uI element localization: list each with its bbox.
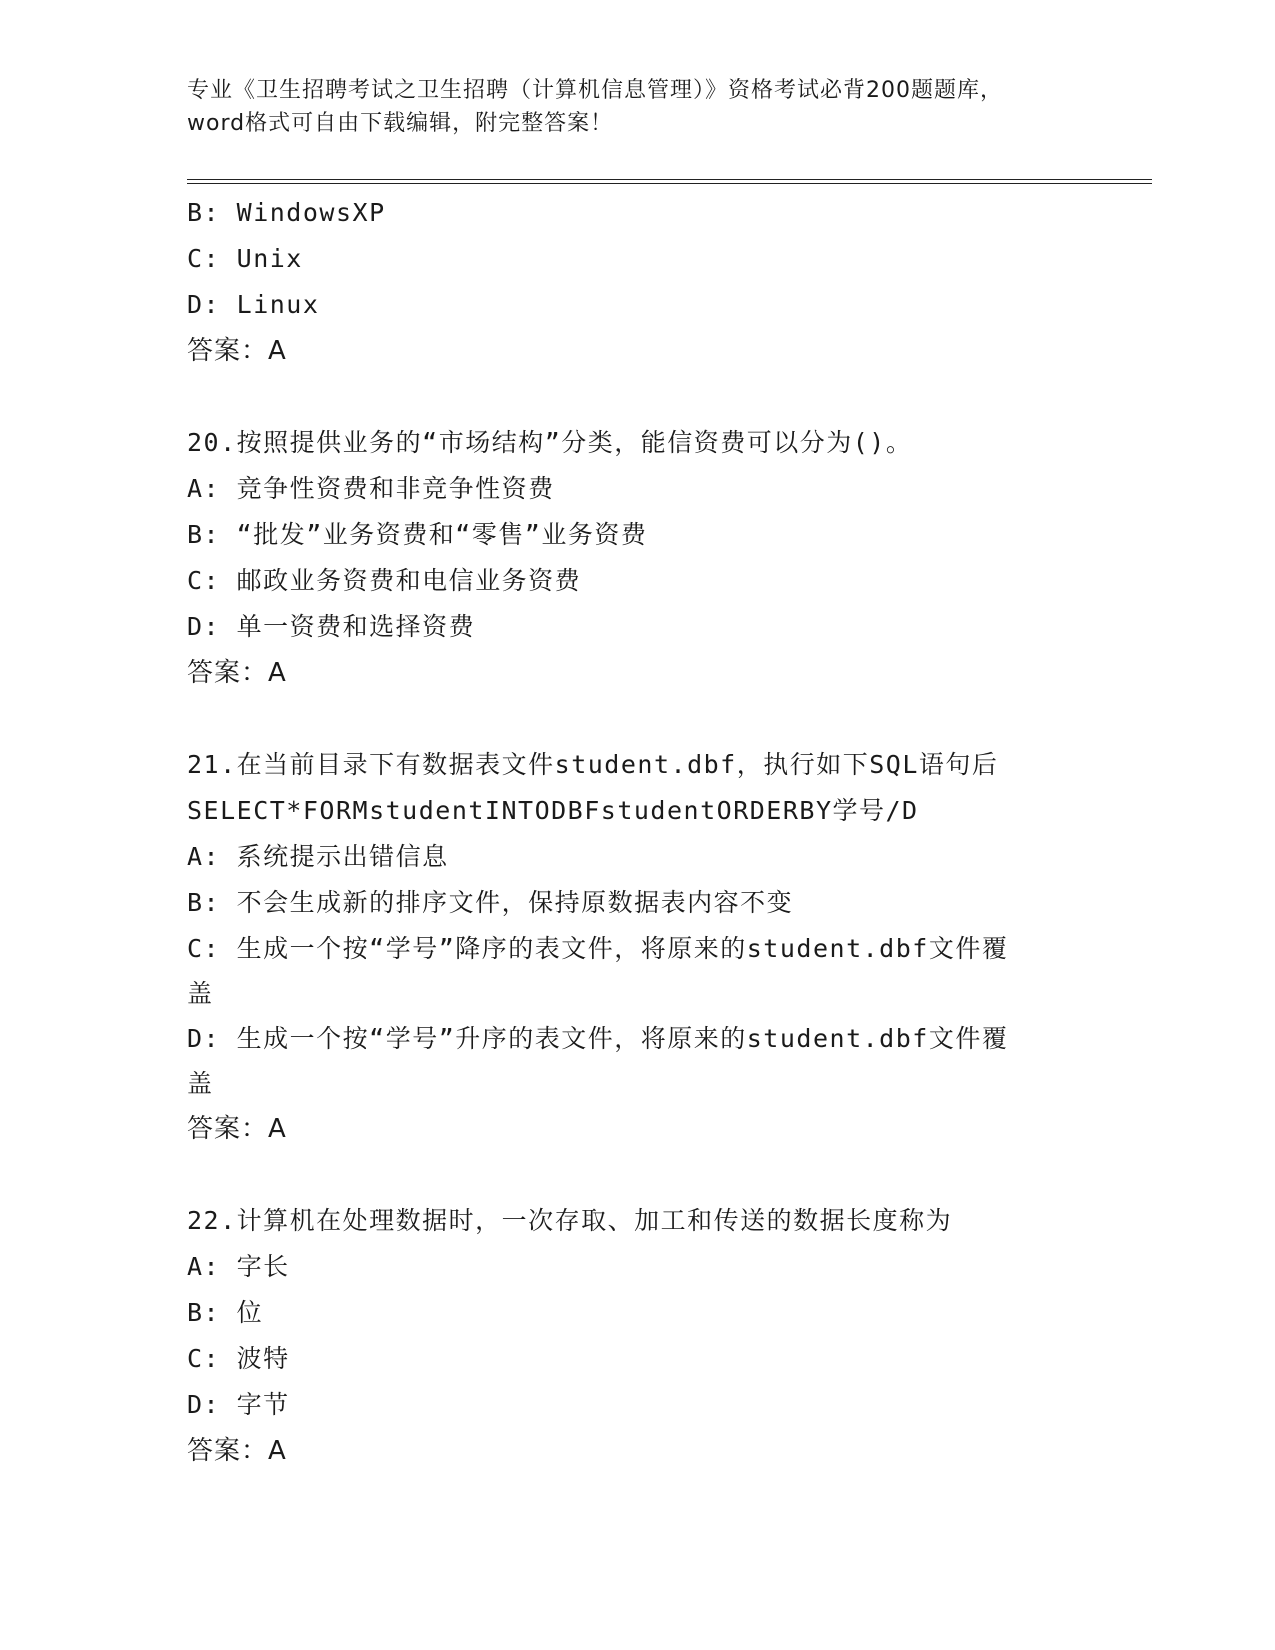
spacer — [187, 696, 1087, 742]
option-c-line-1: C: 生成一个按“学号”降序的表文件，将原来的student.dbf文件覆 — [187, 934, 1009, 963]
option-a: A: 系统提示出错信息 — [187, 842, 449, 871]
option-b: B: WindowsXP — [187, 198, 386, 227]
question-21 — [187, 742, 1087, 1152]
question-text-line-1: 21.在当前目录下有数据表文件student.dbf，执行如下SQL语句后 — [187, 750, 999, 779]
option-d: D: 字节 — [187, 1390, 290, 1419]
option-c: C: 波特 — [187, 1344, 290, 1373]
question-text-line-2: SELECT*FORMstudentINTODBFstudentORDERBY学号/D — [187, 796, 919, 825]
option-c-line-2: 盖 — [187, 979, 214, 1008]
option-b: B: 不会生成新的排序文件，保持原数据表内容不变 — [187, 888, 794, 917]
question-text: 22.计算机在处理数据时，一次存取、加工和传送的数据长度称为 — [187, 1206, 953, 1235]
question-19-continued — [187, 190, 1087, 374]
option-d-line-2: 盖 — [187, 1069, 214, 1098]
question-list — [187, 190, 1087, 1474]
question-20 — [187, 420, 1087, 696]
header-double-rule — [187, 179, 1152, 184]
option-b: B: 位 — [187, 1298, 264, 1327]
option-c: C: 邮政业务资费和电信业务资费 — [187, 566, 582, 595]
option-a: A: 竞争性资费和非竞争性资费 — [187, 474, 555, 503]
answer: 答案：A — [187, 1114, 287, 1144]
option-d: D: Linux — [187, 290, 320, 319]
answer: 答案：A — [187, 1436, 287, 1466]
option-d: D: 单一资费和选择资费 — [187, 612, 476, 641]
header-line-2: word格式可自由下载编辑，附完整答案！ — [187, 111, 614, 136]
option-d-line-1: D: 生成一个按“学号”升序的表文件，将原来的student.dbf文件覆 — [187, 1024, 1009, 1053]
answer: 答案：A — [187, 336, 287, 366]
header-line-1: 专业《卫生招聘考试之卫生招聘（计算机信息管理）》资格考试必背200题题库， — [187, 78, 1003, 103]
option-b: B: “批发”业务资费和“零售”业务资费 — [187, 520, 648, 549]
document-header — [187, 74, 1087, 140]
option-a: A: 字长 — [187, 1252, 290, 1281]
spacer — [187, 374, 1087, 420]
question-text: 20.按照提供业务的“市场结构”分类，能信资费可以分为()。 — [187, 428, 913, 457]
answer: 答案：A — [187, 658, 287, 688]
question-22 — [187, 1198, 1087, 1474]
option-c: C: Unix — [187, 244, 303, 273]
spacer — [187, 1152, 1087, 1198]
